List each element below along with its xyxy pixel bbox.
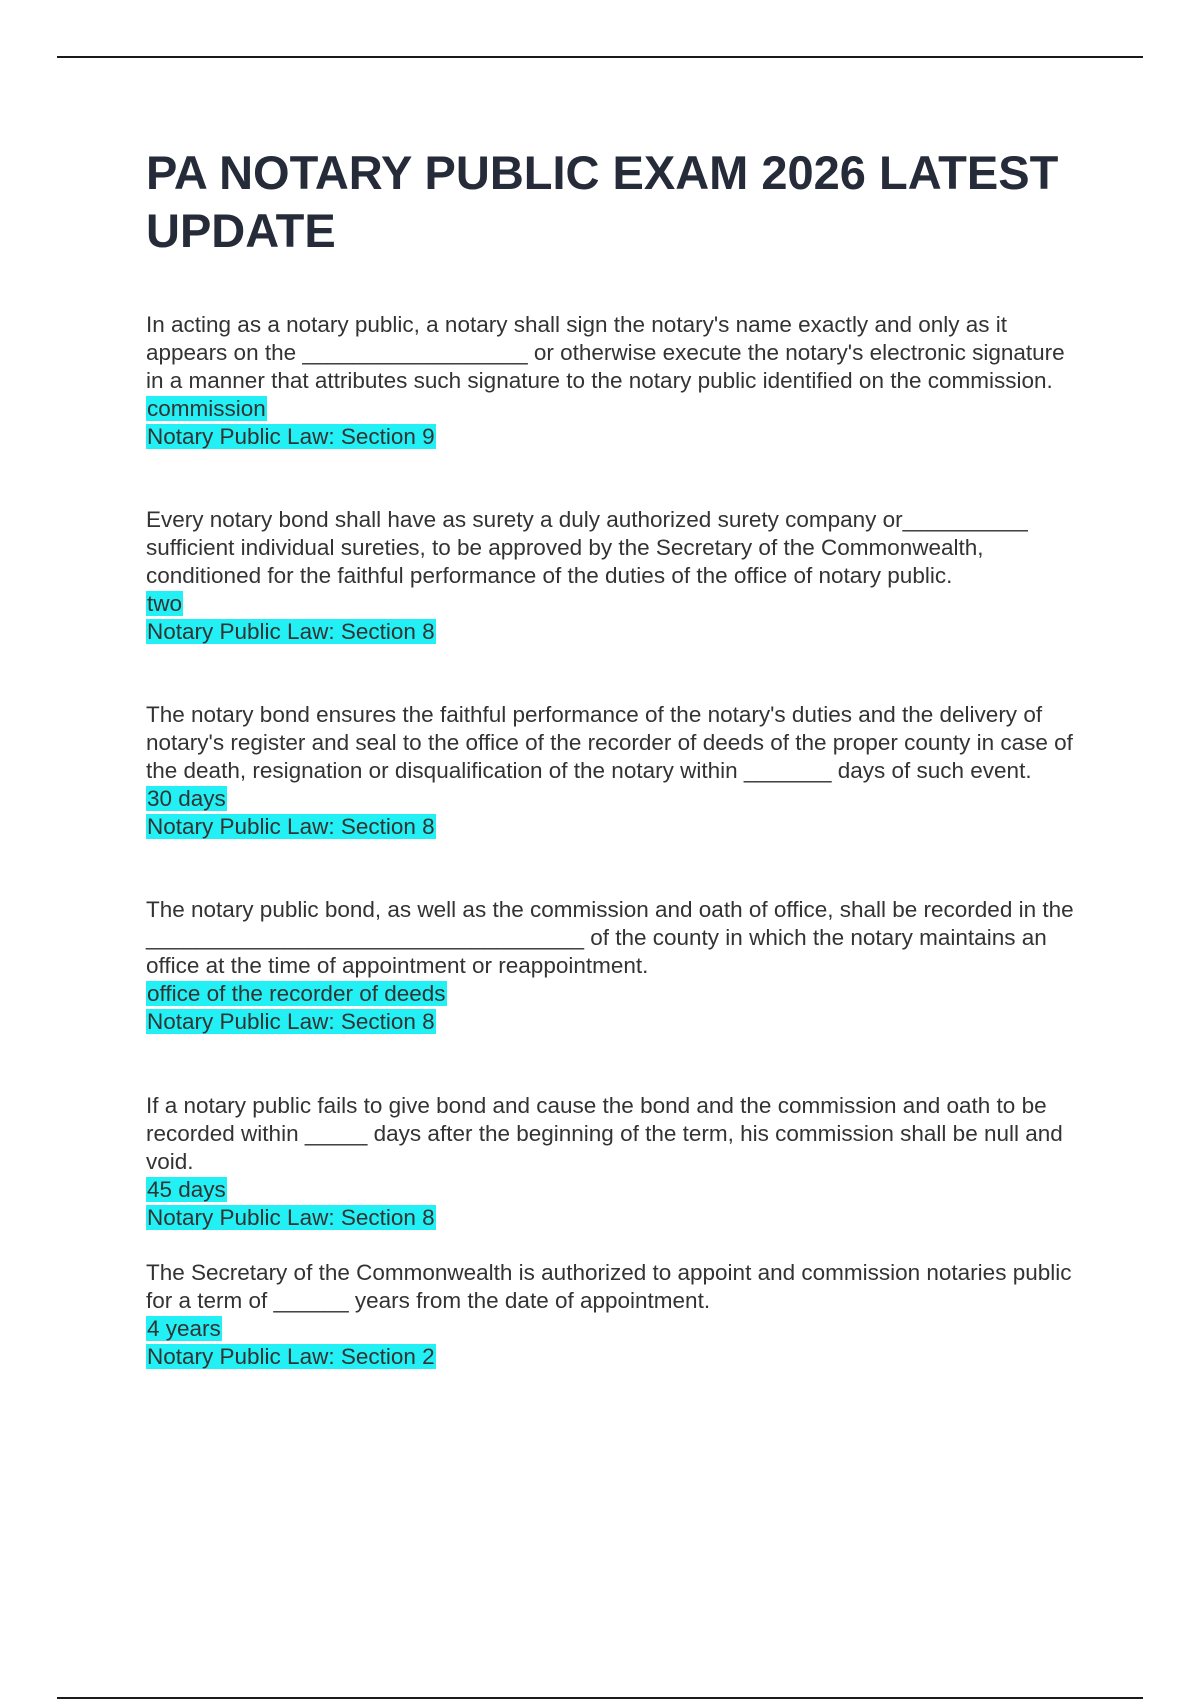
answer-line: [146, 1176, 1086, 1204]
question-text: The notary public bond, as well as the commission and oath of office, shall be recorded in the ___________________________________ of the county in which the notary maintains an office at the time of appointment or reappointment.: [146, 897, 1074, 978]
answer-text: office of the recorder of deeds: [147, 981, 446, 1006]
reference-line: [146, 423, 1086, 451]
question-text: In acting as a notary public, a notary shall sign the notary's name exactly and only as it appears on the __________________ or otherwise execute the notary's electronic signature in a manner that attributes such signature to the notary public identified on the commission.: [146, 312, 1065, 393]
answer-line: [146, 785, 1086, 813]
reference-line: [146, 813, 1086, 841]
qa-item: [146, 896, 1086, 1036]
answer-line: [146, 590, 1086, 618]
answer-text: 4 years: [147, 1316, 221, 1341]
reference-line: [146, 1204, 1086, 1232]
reference-text: Notary Public Law: Section 8: [147, 1009, 435, 1034]
qa-item: [146, 1259, 1086, 1371]
qa-item: [146, 1092, 1086, 1232]
document-title: PA NOTARY PUBLIC EXAM 2026 LATEST UPDATE: [146, 146, 1059, 257]
reference-text: Notary Public Law: Section 8: [147, 619, 435, 644]
reference-text: Notary Public Law: Section 8: [147, 814, 435, 839]
reference-line: [146, 618, 1086, 646]
answer-text: commission: [147, 396, 266, 421]
question-text: If a notary public fails to give bond and cause the bond and the commission and oath to be recorded within _____ days after the beginning of the term, his commission shall be null and void.: [146, 1093, 1063, 1174]
reference-text: Notary Public Law: Section 8: [147, 1205, 435, 1230]
reference-line: [146, 1343, 1086, 1371]
answer-line: [146, 980, 1086, 1008]
qa-item: [146, 311, 1086, 451]
qa-item: [146, 701, 1086, 841]
question-text: Every notary bond shall have as surety a duly authorized surety company or__________ sufficient individual sureties, to be approved by the Secretary of the Commonwealth, conditioned for the faithful performance of the duties of the office of notary public.: [146, 507, 1028, 588]
answer-line: [146, 395, 1086, 423]
qa-item: [146, 506, 1086, 646]
answer-text: 45 days: [147, 1177, 226, 1202]
answer-text: 30 days: [147, 786, 226, 811]
reference-line: [146, 1008, 1086, 1036]
reference-text: Notary Public Law: Section 9: [147, 424, 435, 449]
bottom-rule: [57, 1697, 1143, 1699]
reference-text: Notary Public Law: Section 2: [147, 1344, 435, 1369]
answer-text: two: [147, 591, 183, 616]
top-rule: [57, 56, 1143, 58]
answer-line: [146, 1315, 1086, 1343]
question-text: The Secretary of the Commonwealth is authorized to appoint and commission notaries public for a term of ______ years from the date of appointment.: [146, 1260, 1072, 1313]
question-text: The notary bond ensures the faithful performance of the notary's duties and the delivery of notary's register and seal to the office of the recorder of deeds of the proper county in case of the death, resignation or disqualification of the notary within _______ days of such event.: [146, 702, 1073, 783]
